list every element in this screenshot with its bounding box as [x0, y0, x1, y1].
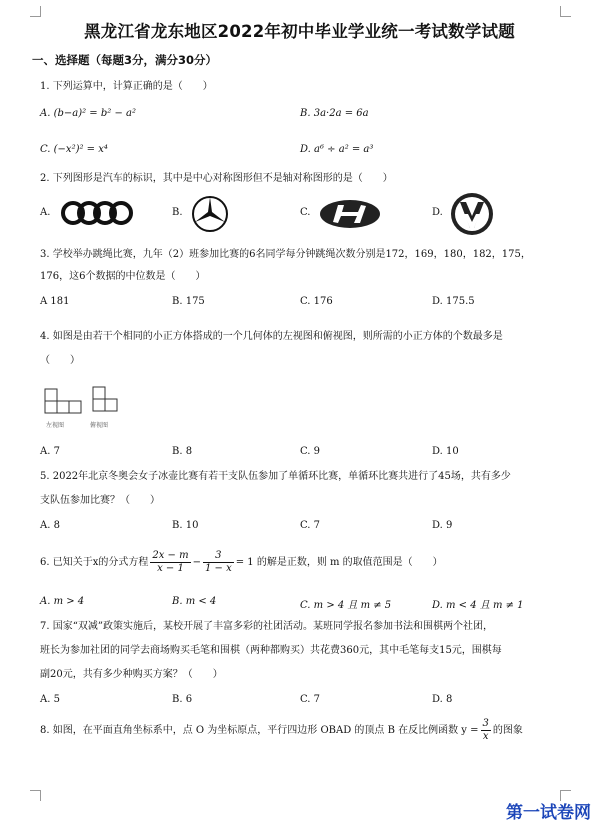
- q6-option-c: C. m > 4 且 m ≠ 5: [300, 600, 392, 611]
- q8-fraction: [481, 718, 491, 743]
- top-view-caption: 俯视图: [90, 422, 109, 429]
- top-view-figure: [92, 386, 122, 416]
- q2-option-c: C.: [300, 207, 311, 218]
- q7-option-c: C. 7: [300, 694, 321, 705]
- q6-option-b: B. m < 4: [172, 596, 217, 607]
- crop-mark-top-right: [560, 6, 571, 17]
- q7-option-d: D. 8: [432, 694, 453, 705]
- crop-mark-bottom-left: [30, 790, 41, 801]
- q2-option-b: B.: [172, 207, 183, 218]
- question-3-stem-line-2: 176，这6个数据的中位数是（ ）: [40, 271, 206, 282]
- question-8-stem: [40, 716, 523, 746]
- q7-option-a: A. 5: [40, 694, 60, 705]
- q4-option-a: A. 7: [40, 446, 60, 457]
- mercedes-star-logo-icon: [190, 195, 230, 233]
- q5-option-c: C. 7: [300, 520, 321, 531]
- question-5-stem-line-2: 支队伍参加比赛？（ ）: [40, 495, 160, 506]
- site-watermark: 第一试卷网: [506, 803, 591, 823]
- question-4-stem-line-2: （ ）: [40, 355, 80, 366]
- q6-fraction-2-denominator: 1 − x: [204, 563, 232, 574]
- q4-option-d: D. 10: [432, 446, 459, 457]
- exam-title: 黑龙江省龙东地区2022年初中毕业学业统一考试数学试题: [84, 22, 515, 41]
- question-4-stem-line-1: 4. 如图是由若干个相同的小正方体搭成的一个几何体的左视图和俯视图，则所需的小正方体的个数最多是: [40, 331, 503, 342]
- q6-option-a: A. m > 4: [40, 596, 85, 607]
- q1-option-c: C. (−x²)² = x⁴: [40, 144, 108, 155]
- q2-option-d: D.: [432, 207, 443, 218]
- q1-option-b: B. 3a·2a = 6a: [300, 108, 369, 119]
- question-2-stem: 2. 下列图形是汽车的标识，其中是中心对称图形但不是轴对称图形的是（ ）: [40, 173, 393, 184]
- question-5-stem-line-1: 5. 2022年北京冬奥会女子冰壶比赛有若干支队伍参加了单循环比赛，单循环比赛共进行了45场，共有多少: [40, 471, 511, 482]
- q8-fraction-denominator: x: [482, 731, 489, 742]
- q6-stem-suffix: = 1 的解是正数，则 m 的取值范围是（ ）: [235, 557, 443, 568]
- audi-rings-logo-icon: [60, 199, 136, 227]
- q6-fraction-2: [203, 550, 234, 575]
- q6-fraction-1-numerator: 2x − m: [152, 550, 189, 561]
- q4-option-b: B. 8: [172, 446, 193, 457]
- q6-option-d: D. m < 4 且 m ≠ 1: [432, 600, 524, 611]
- question-7-stem-line-3: 副20元，共有多少种购买方案？（ ）: [40, 669, 223, 680]
- left-view-figure: [44, 388, 84, 416]
- question-3-stem-line-1: 3. 学校举办跳绳比赛，九年（2）班参加比赛的6名同学每分钟跳绳次数分别是172，169，180，182，175，: [40, 249, 531, 260]
- q3-option-d: D. 175.5: [432, 296, 475, 307]
- question-7-stem-line-2: 班长为参加社团的同学去商场购买毛笔和围棋（两种都购买）共花费360元，其中毛笔每支15元，围棋每: [40, 645, 502, 656]
- q6-fraction-1-denominator: x − 1: [157, 563, 184, 574]
- q1-option-d: D. a⁶ ÷ a² = a³: [300, 144, 374, 155]
- q5-option-b: B. 10: [172, 520, 199, 531]
- q3-option-b: B. 175: [172, 296, 205, 307]
- left-view-caption: 左视图: [46, 422, 65, 429]
- question-6-stem: 6. 已知关于x的分式方程 $\frac{2x - m}{x - 1}$ − $\frac{3}{1 - x}$ = 1 的解是正数，则 m 的取值范围是（ ）: [40, 550, 443, 574]
- question-7-stem-line-1: 7. 国家“双减”政策实施后，某校开展了丰富多彩的社团活动。某班同学报名参加书法和围棋两个社团，: [40, 621, 493, 632]
- section-heading: 一、选择题（每题3分，满分30分）: [32, 53, 218, 67]
- q6-fraction-1: [150, 550, 190, 575]
- q8-fraction-numerator: 3: [482, 718, 489, 729]
- volkswagen-logo-icon: [450, 192, 494, 236]
- crop-mark-top-left: [30, 6, 41, 17]
- q2-option-a: A.: [40, 207, 51, 218]
- q1-option-a: A. (b−a)² = b² − a²: [40, 108, 136, 119]
- hyundai-logo-icon: [318, 198, 382, 230]
- question-1-stem: 1. 下列运算中，计算正确的是（ ）: [40, 81, 213, 92]
- q8-stem-prefix: 8. 如图，在平面直角坐标系中，点 O 为坐标原点，平行四边形 OBAD 的顶点 B 在反比例函数 y =: [40, 725, 479, 736]
- q5-option-a: A. 8: [40, 520, 60, 531]
- q6-fraction-2-numerator: 3: [203, 550, 234, 563]
- q4-option-c: C. 9: [300, 446, 321, 457]
- q5-option-d: D. 9: [432, 520, 453, 531]
- q8-stem-suffix: 的图象: [492, 725, 523, 736]
- q3-option-c: C. 176: [300, 296, 333, 307]
- q3-option-a: A 181: [40, 296, 70, 307]
- q7-option-b: B. 6: [172, 694, 193, 705]
- q6-stem-prefix: 6. 已知关于x的分式方程: [40, 557, 149, 568]
